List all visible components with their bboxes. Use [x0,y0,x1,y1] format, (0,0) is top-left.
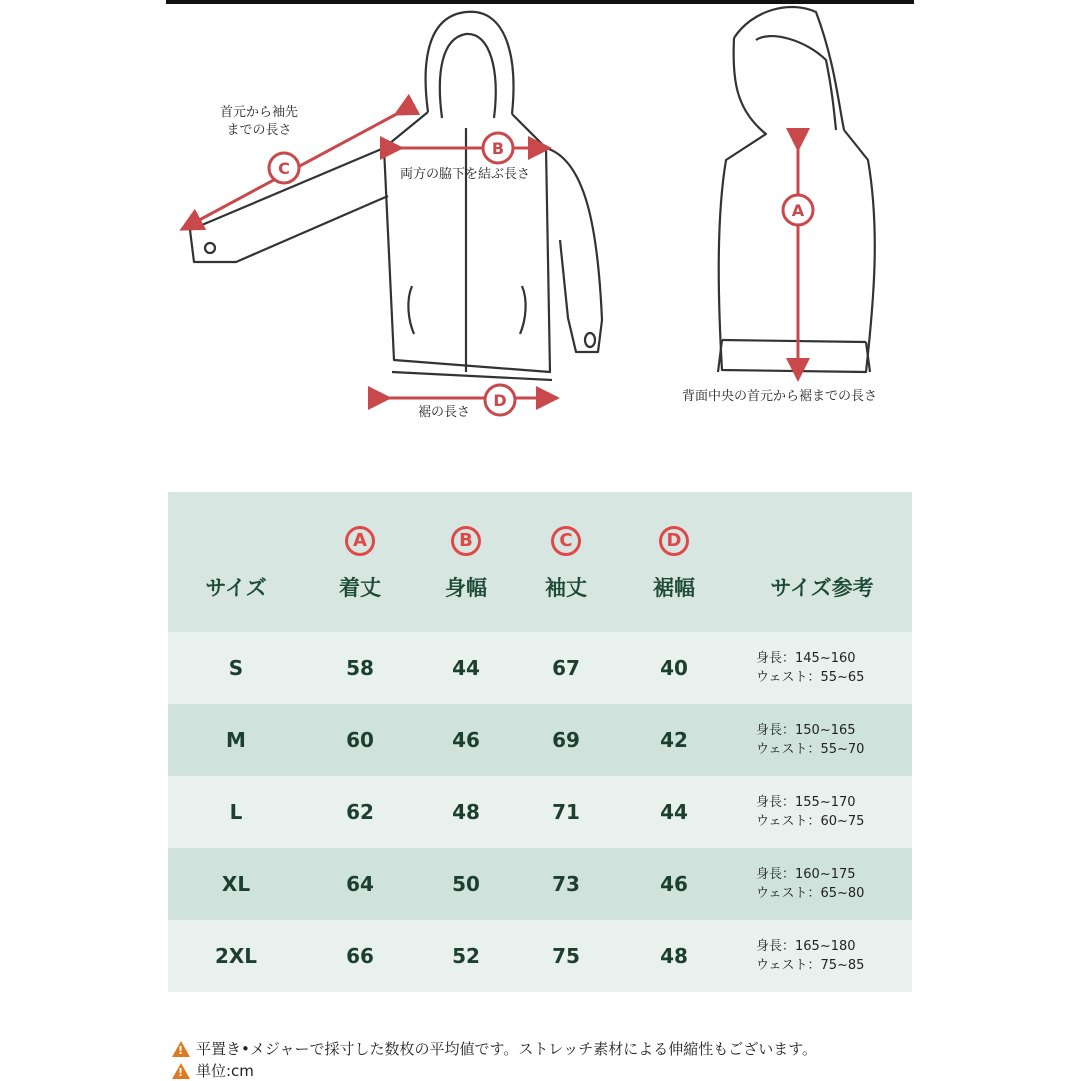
table-row [168,632,912,704]
cell-b: 50 [452,872,480,896]
size-chart-table [168,492,912,992]
table-row [168,848,912,920]
cell-size: S [228,656,244,680]
label-chest-width: 両方の脇下を結ぶ長さ [400,167,531,182]
badge-b-icon: B [451,526,481,556]
back-hoodie-outline [718,7,875,372]
cell-d: 48 [660,944,688,968]
cell-d: 42 [660,728,688,752]
cell-c: 75 [552,944,580,968]
cell-reference: 身長：155~170 ウェスト：60~75 [756,794,865,829]
header-length: A 着丈 [304,492,416,632]
cell-a: 60 [346,728,374,752]
note-unit-text: 単位:cm [196,1062,254,1080]
header-sleeve: C 袖丈 [516,492,616,632]
cell-reference: 身長：145~160 ウェスト：55~65 [756,650,865,685]
badge-a-icon: A [345,526,375,556]
header-hem: D 裾幅 [616,492,732,632]
badge-b-letter: B [491,139,505,158]
cell-a: 58 [346,656,374,680]
cell-reference: 身長：150~165 ウェスト：55~70 [756,722,865,757]
cell-size: XL [221,872,251,896]
cell-reference: 身長：165~180 ウェスト：75~85 [756,938,865,973]
warning-icon [172,1063,190,1079]
cell-b: 46 [452,728,480,752]
cell-b: 48 [452,800,480,824]
cell-a: 66 [346,944,374,968]
cell-c: 67 [552,656,580,680]
table-row [168,704,912,776]
cell-a: 64 [346,872,374,896]
cell-size: M [226,728,246,752]
cell-b: 52 [452,944,480,968]
note-text: 平置き•メジャーで採寸した数枚の平均値です。ストレッチ素材による伸縮性もございます。 [196,1040,818,1058]
badge-d-letter: D [493,391,507,410]
badge-a-letter: A [791,201,805,220]
measurement-diagram [166,0,914,470]
badge-c-letter: C [278,159,290,178]
table-header-row [168,492,912,632]
header-size: サイズ [205,576,267,600]
cell-c: 73 [552,872,580,896]
label-sleeve-length: 首元から袖先 までの長さ [220,105,299,138]
badge-c-icon: C [551,526,581,556]
cell-size: L [229,800,243,824]
note-unit [172,1060,254,1081]
cell-reference: 身長：160~175 ウェスト：65~80 [756,866,865,901]
header-width: B 身幅 [416,492,516,632]
label-hem-width: 裾の長さ [418,405,471,420]
cell-size: 2XL [214,944,258,968]
table-row [168,776,912,848]
note-measurement [172,1038,817,1059]
warning-icon [172,1041,190,1057]
cell-d: 44 [660,800,688,824]
cell-b: 44 [452,656,480,680]
front-hoodie-outline [190,12,602,380]
table-row [168,920,912,992]
cell-d: 40 [660,656,688,680]
header-reference: サイズ参考 [770,576,874,600]
cell-d: 46 [660,872,688,896]
label-back-length: 背面中央の首元から裾までの長さ [682,389,878,404]
cell-c: 71 [552,800,580,824]
badge-d-icon: D [659,526,689,556]
cell-c: 69 [552,728,580,752]
cell-a: 62 [346,800,374,824]
